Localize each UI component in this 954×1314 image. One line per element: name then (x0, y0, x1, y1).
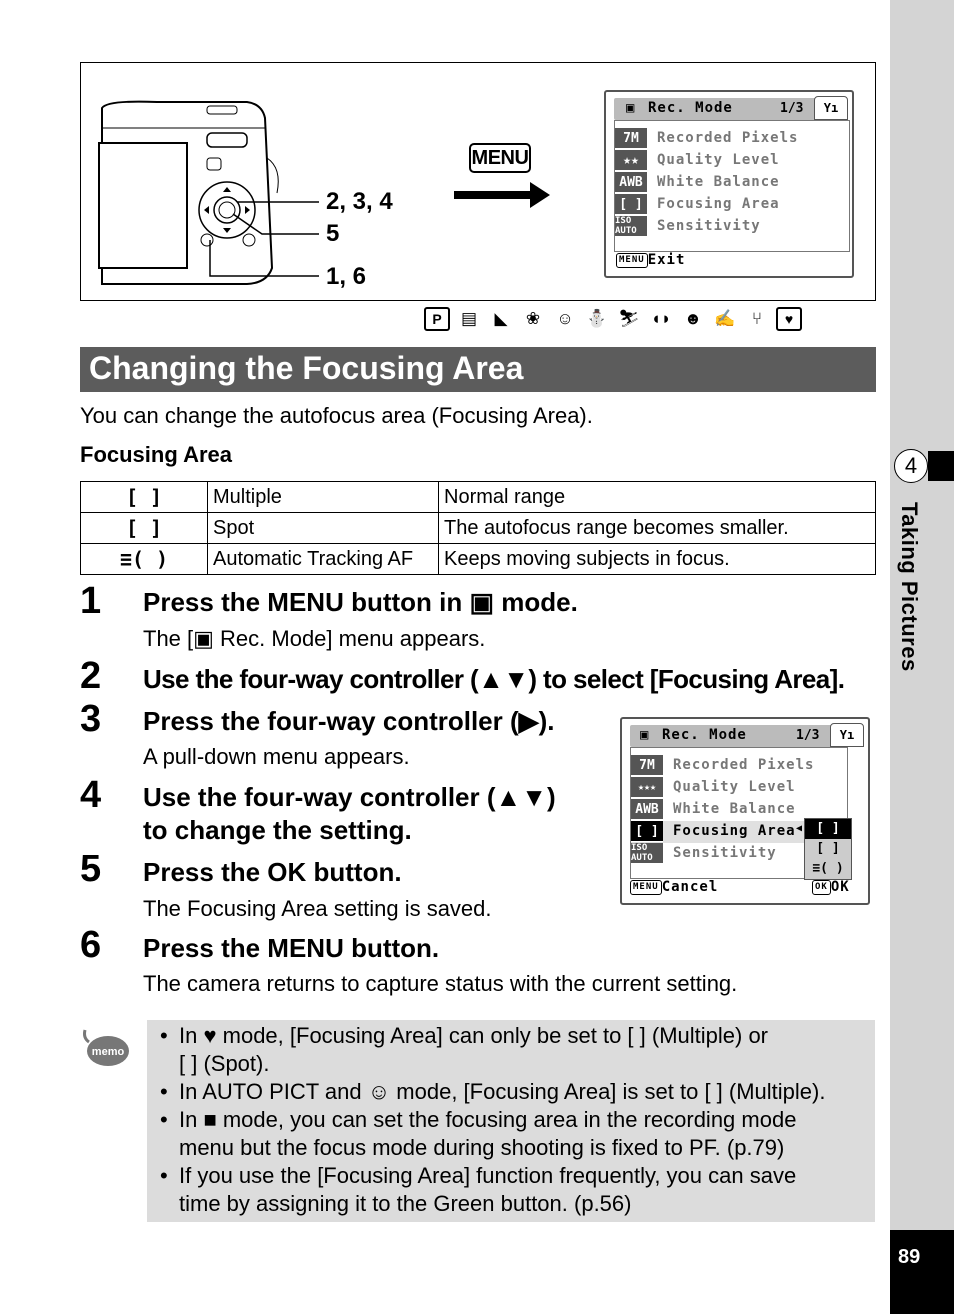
memo-line: time by assigning it to the Green button. (p.56) (179, 1191, 632, 1216)
lcd-row-label: Sensitivity (673, 845, 777, 861)
step-description: A pull-down menu appears. (143, 744, 410, 769)
focusing-area-icon: [ ] (615, 194, 647, 215)
lcd-row (631, 777, 847, 799)
text-icon: ✍ (714, 309, 736, 328)
lcd-menu-list (614, 120, 850, 252)
camera-icon: ▣ (640, 727, 650, 743)
white-balance-icon: AWB (631, 799, 663, 820)
lcd-row-label: Focusing Area (657, 196, 780, 212)
dropdown-option-multiple[interactable]: [ ] (805, 819, 851, 839)
lcd-row-label: Recorded Pixels (657, 130, 799, 146)
step-number: 5 (80, 848, 102, 890)
lcd-row (615, 194, 849, 216)
lcd-footer-ok (812, 879, 850, 895)
step-title: Press the MENU button. (143, 933, 440, 963)
quality-level-icon: ★★★ (631, 777, 663, 798)
step-title-continued: to change the setting. (143, 815, 412, 845)
step-title: Press the MENU button in ▣ mode. (143, 587, 578, 617)
lcd-title: Rec. Mode (662, 727, 747, 743)
callout-step-5: 5 (326, 220, 340, 247)
lcd-row-label: White Balance (657, 174, 780, 190)
camera-icon: ▣ (626, 100, 636, 116)
lcd-row-label: Recorded Pixels (673, 757, 815, 773)
memo-icon-label: memo (91, 1046, 125, 1058)
memo-line: menu but the focus mode during shooting is fixed to PF. (p.79) (179, 1135, 785, 1160)
page-title: Changing the Focusing Area (80, 347, 876, 392)
step-number: 4 (80, 774, 102, 816)
arrow-right-icon (454, 180, 554, 210)
memo-line: [ ] (Spot). (179, 1051, 270, 1076)
night-scene-icon: ▤ (460, 309, 478, 328)
tracking-af-icon: ≡( ) (81, 544, 208, 575)
table-row (81, 513, 876, 544)
table-cell-desc: The autofocus range becomes smaller. (439, 513, 876, 544)
lcd-screen-rec-mode (604, 90, 854, 278)
lcd-row-label: White Balance (673, 801, 796, 817)
callout-steps-2-3-4: 2, 3, 4 (326, 188, 393, 215)
table-row (81, 482, 876, 513)
lcd-row-label: Quality Level (657, 152, 780, 168)
surf-sport-icon: ⛷ (618, 309, 640, 328)
lcd-row (615, 172, 849, 194)
lcd-header (630, 725, 860, 747)
intro-text: You can change the autofocus area (Focusing Area). (80, 403, 593, 428)
spot-icon: [ ] (81, 513, 208, 544)
chapter-title: Taking Pictures (897, 502, 922, 672)
table-cell-desc: Keeps moving subjects in focus. (439, 544, 876, 575)
chapter-marker (928, 451, 954, 481)
pet-frame-icon: ♥ (776, 307, 802, 331)
page-number-box (890, 1230, 954, 1314)
table-cell-name: Multiple (208, 482, 439, 513)
memo-line: If you use the [Focusing Area] function frequently, you can save (179, 1163, 797, 1188)
page-number: 89 (898, 1246, 921, 1268)
step-description: The Focusing Area setting is saved. (143, 896, 492, 921)
step-description: The camera returns to capture status with the current setting. (143, 971, 738, 996)
table-cell-desc: Normal range (439, 482, 876, 513)
lcd-page: 1/3 (796, 728, 820, 743)
sensitivity-icon: ISO AUTO (631, 843, 663, 864)
table-cell-name: Automatic Tracking AF (208, 544, 439, 575)
recorded-pixels-icon: 7M (631, 755, 663, 776)
lcd-footer-label: Exit (647, 252, 686, 268)
step-description: The [▣ Rec. Mode] menu appears. (143, 626, 486, 651)
step-number: 3 (80, 698, 102, 740)
lcd-row (615, 150, 849, 172)
lcd-row (615, 128, 849, 150)
step-number: 1 (80, 580, 102, 622)
ok-key-icon: OK (812, 880, 831, 895)
lcd-row (631, 755, 847, 777)
kids-icon: ☻ (684, 309, 702, 328)
lcd-header (614, 98, 844, 120)
flower-icon: ❀ (525, 309, 541, 328)
portrait-icon: ☺ (556, 309, 574, 328)
memo-line: In ■ mode, you can set the focusing area in the recording mode (179, 1107, 797, 1132)
lcd-row-label: Sensitivity (657, 218, 761, 234)
program-mode-icon: P (424, 307, 450, 331)
lcd-row (615, 216, 849, 238)
step-title: Use the four-way controller (▲▼) to select [Focusing Area]. (143, 664, 845, 694)
lcd-page: 1/3 (780, 101, 804, 116)
lcd-footer-label: OK (830, 879, 850, 895)
menu-key-icon: MENU (630, 880, 662, 895)
sensitivity-icon: ISO AUTO (615, 216, 647, 237)
lcd-title: Rec. Mode (648, 100, 733, 116)
quality-level-icon: ★★ (615, 150, 647, 171)
step-number: 6 (80, 924, 102, 966)
multiple-icon: [ ] (81, 482, 208, 513)
step-title: Press the four-way controller (▶). (143, 706, 555, 736)
dropdown-option-spot[interactable]: [ ] (805, 839, 851, 859)
table-cell-name: Spot (208, 513, 439, 544)
lcd-screen-focusing-area (620, 717, 870, 905)
table-row (81, 544, 876, 575)
section-heading: Focusing Area (80, 442, 232, 467)
focusing-area-table (80, 481, 876, 575)
landscape-icon: ◣ (494, 309, 508, 328)
memo-line: In AUTO PICT and ☺ mode, [Focusing Area] is set to [ ] (Multiple). (179, 1079, 826, 1104)
wrench-tab-icon: Yı (814, 96, 848, 120)
chapter-number: 4 (894, 449, 928, 483)
mode-icon-strip (424, 307, 802, 331)
lcd-row-label: Quality Level (673, 779, 796, 795)
focusing-area-dropdown[interactable] (804, 818, 852, 880)
dropdown-option-tracking[interactable]: ≡( ) (805, 859, 851, 879)
lcd-footer (616, 252, 685, 268)
food-icon: ⑂ (751, 309, 763, 328)
lcd-footer-label: Cancel (661, 879, 719, 895)
menu-key-icon: MENU (616, 253, 648, 268)
recorded-pixels-icon: 7M (615, 128, 647, 149)
camera-illustration-icon (97, 98, 327, 288)
white-balance-icon: AWB (615, 172, 647, 193)
menu-button-label: MENU (469, 143, 531, 173)
wrench-tab-icon: Yı (830, 723, 864, 747)
snow-icon: ⛄ (586, 309, 608, 328)
memo-icon (81, 1026, 131, 1070)
callout-steps-1-6: 1, 6 (326, 263, 367, 290)
step-number: 2 (80, 655, 102, 697)
lcd-row-label: Focusing Area (673, 823, 796, 839)
step-title: Press the OK button. (143, 857, 402, 887)
focusing-area-icon: [ ] (631, 821, 663, 842)
pointer-left-icon: ◀ (796, 823, 803, 834)
memo-line: In ♥ mode, [Focusing Area] can only be set to [ ] (Multiple) or (179, 1023, 769, 1048)
digital-sr-icon: ◖◗ (650, 309, 672, 328)
step-title: Use the four-way controller (▲▼) (143, 782, 556, 812)
lcd-footer-cancel (630, 879, 718, 895)
